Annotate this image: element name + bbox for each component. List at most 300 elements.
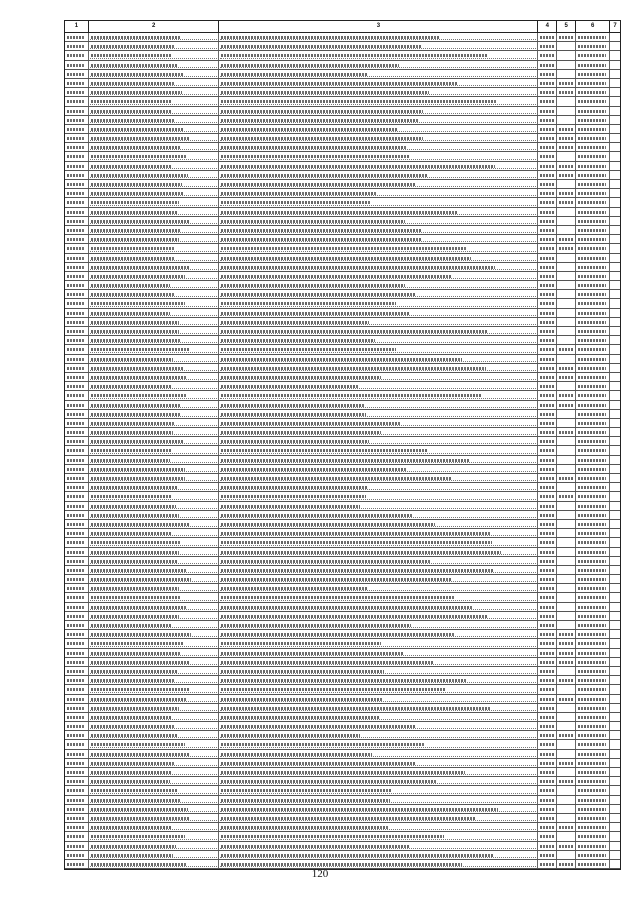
cell-underline [220,214,536,215]
table-cell [557,805,576,813]
table-cell [65,538,89,546]
table-cell [538,630,557,638]
table-cell [576,511,610,519]
table-row [65,786,620,795]
table-cell [610,244,620,252]
cell-underline [220,122,536,123]
table-cell [538,805,557,813]
table-cell [219,483,538,491]
table-cell [65,731,89,739]
cell-underline [90,701,218,702]
table-cell [557,226,576,234]
table-cell [89,685,220,693]
cell-underline [90,600,218,601]
illegible-text [540,551,554,554]
table-cell [538,171,557,179]
cell-underline [90,48,218,49]
cell-underline [220,149,536,150]
table-cell [557,731,576,739]
cell-underline [90,443,218,444]
table-cell [576,254,610,262]
table-cell [610,548,620,556]
table-cell [610,355,620,363]
table-cell [219,373,538,381]
cell-underline [220,609,536,610]
table-cell [65,198,89,206]
table-row [65,639,620,648]
cell-underline [220,572,536,573]
illegible-text [540,128,554,131]
table-cell [89,97,220,105]
table-cell [65,116,89,124]
illegible-text [540,771,554,774]
table-cell [610,382,620,390]
cell-underline [90,251,218,252]
table-cell [65,345,89,353]
table-row [65,410,620,419]
cell-underline [90,168,218,169]
cell-underline [90,85,218,86]
table-row [65,290,620,299]
illegible-text [67,302,85,305]
table-cell [557,557,576,565]
cell-underline [90,260,218,261]
table-cell [576,244,610,252]
table-cell [610,51,620,59]
cell-underline [220,747,536,748]
table-row [65,483,620,492]
cell-underline [90,113,218,114]
table-row [65,217,620,226]
cell-underline [90,76,218,77]
illegible-text [67,762,85,765]
cell-underline [220,563,536,564]
table-cell [65,171,89,179]
table-cell [538,318,557,326]
table-cell [576,722,610,730]
cell-underline [220,526,536,527]
illegible-text [578,211,606,214]
column-header-7: 7 [613,23,617,29]
cell-underline [90,407,218,408]
illegible-text [540,661,554,664]
table-cell [89,254,220,262]
table-cell [89,842,220,850]
table-cell [65,290,89,298]
table-cell [89,235,220,243]
table-cell [538,79,557,87]
illegible-text [578,661,606,664]
table-cell [219,722,538,730]
table-cell [538,327,557,335]
table-cell [538,474,557,482]
cell-underline [220,857,536,858]
table-cell [576,584,610,592]
table-cell [219,474,538,482]
table-cell [65,456,89,464]
table-cell [610,299,620,307]
table-cell [89,860,220,868]
table-cell [219,70,538,78]
cell-underline [220,820,536,821]
cell-underline [90,94,218,95]
cell-underline [220,379,536,380]
table-cell [610,125,620,133]
table-cell [65,373,89,381]
table-row [65,208,620,217]
illegible-text [67,321,85,324]
table-cell [610,88,620,96]
cell-underline [90,214,218,215]
table-cell [65,125,89,133]
table-cell [610,658,620,666]
table-cell [65,51,89,59]
table-cell [89,446,220,454]
table-cell [538,33,557,41]
table-cell [610,676,620,684]
table-cell [557,658,576,666]
table-row [65,364,620,373]
illegible-text [578,302,606,305]
illegible-text [578,468,606,471]
table-cell [576,842,610,850]
table-cell [557,593,576,601]
table-cell [538,483,557,491]
table-cell [89,584,220,592]
table-cell [610,345,620,353]
table-cell [576,281,610,289]
illegible-text [540,679,554,682]
table-cell [538,198,557,206]
illegible-text [540,505,554,508]
table-cell [65,272,89,280]
table-cell [576,630,610,638]
table-cell [557,88,576,96]
illegible-text [578,789,606,792]
table-cell [610,42,620,50]
table-cell [538,851,557,859]
illegible-text [559,91,573,94]
illegible-text [559,128,573,131]
cell-underline [90,287,218,288]
illegible-text [578,615,606,618]
table-cell [610,823,620,831]
table-cell [219,254,538,262]
table-cell [65,805,89,813]
illegible-text [67,45,85,48]
table-cell [538,713,557,721]
table-cell [89,116,220,124]
cell-underline [220,104,536,105]
table-cell [219,520,538,528]
illegible-text [540,358,554,361]
table-cell [610,208,620,216]
table-cell [576,704,610,712]
table-cell [557,796,576,804]
table-cell [557,584,576,592]
table-cell [65,575,89,583]
illegible-text [578,100,606,103]
table-cell [576,134,610,142]
illegible-text [578,799,606,802]
table-cell [557,621,576,629]
table-cell [65,823,89,831]
table-cell [219,336,538,344]
table-cell [89,740,220,748]
illegible-text [540,762,554,765]
illegible-text [67,569,85,572]
table-cell [65,33,89,41]
table-cell [65,336,89,344]
column-header-4: 4 [538,21,557,32]
table-row [65,281,620,290]
illegible-text [540,330,554,333]
cell-underline [220,590,536,591]
illegible-text [559,780,573,783]
table-cell [89,538,220,546]
table-cell [538,823,557,831]
table-cell [219,704,538,712]
table-row [65,713,620,722]
illegible-text [540,716,554,719]
illegible-text [578,220,606,223]
illegible-text [67,192,85,195]
table-cell [219,639,538,647]
table-cell [538,355,557,363]
cell-underline [220,76,536,77]
table-row [65,492,620,501]
table-cell [557,391,576,399]
table-cell [610,446,620,454]
table-row [65,465,620,474]
cell-underline [220,581,536,582]
illegible-text [578,780,606,783]
illegible-text [578,73,606,76]
table-cell [576,667,610,675]
table-row [65,327,620,336]
table-cell [89,566,220,574]
cell-underline [90,241,218,242]
cell-underline [90,122,218,123]
illegible-text [578,229,606,232]
table-cell [538,593,557,601]
table-cell [576,603,610,611]
table-cell [219,566,538,574]
table-row [65,446,620,455]
table-cell [610,309,620,317]
table-cell [576,373,610,381]
illegible-text [540,82,554,85]
table-cell [610,860,620,868]
illegible-text [540,275,554,278]
illegible-text [540,348,554,351]
illegible-text [67,183,85,186]
table-cell [219,309,538,317]
illegible-text [67,376,85,379]
table-cell [65,152,89,160]
table-cell [557,851,576,859]
illegible-text [559,367,573,370]
table-cell [89,244,220,252]
table-cell [538,217,557,225]
illegible-text [559,661,573,664]
table-cell [65,814,89,822]
table-cell [219,759,538,767]
cell-underline [90,535,218,536]
table-cell [610,419,620,427]
table-cell [557,786,576,794]
illegible-text [540,413,554,416]
table-cell [557,42,576,50]
table-cell [65,502,89,510]
table-cell [89,777,220,785]
cell-underline [220,636,536,637]
illegible-text [578,348,606,351]
table-cell [89,336,220,344]
table-cell [557,777,576,785]
table-cell [576,502,610,510]
illegible-text [67,606,85,609]
cell-underline [220,241,536,242]
table-cell [219,575,538,583]
table-cell [610,538,620,546]
illegible-text [578,183,606,186]
cell-underline [220,866,536,867]
illegible-text [67,771,85,774]
illegible-text [67,541,85,544]
table-cell [557,373,576,381]
cell-underline [220,600,536,601]
table-cell [557,832,576,840]
cell-underline [220,848,536,849]
illegible-text [578,449,606,452]
table-cell [576,272,610,280]
illegible-text [578,624,606,627]
table-row [65,42,620,51]
cell-underline [90,324,218,325]
cell-underline [90,425,218,426]
table-row [65,823,620,832]
cell-underline [220,195,536,196]
table-cell [557,639,576,647]
table-cell [538,465,557,473]
table-cell [576,612,610,620]
cell-underline [220,296,536,297]
illegible-text [540,36,554,39]
illegible-text [540,91,554,94]
illegible-text [540,174,554,177]
table-row [65,134,620,143]
table-cell [538,235,557,243]
table-cell [65,649,89,657]
cell-underline [90,159,218,160]
table-cell [557,401,576,409]
table-cell [89,391,220,399]
table-cell [610,61,620,69]
table-row [65,750,620,759]
table-cell [89,79,220,87]
cell-underline [220,765,536,766]
illegible-text [559,845,573,848]
cell-underline [90,416,218,417]
illegible-text [540,541,554,544]
table-cell [538,621,557,629]
illegible-text [540,817,554,820]
illegible-text [540,257,554,260]
illegible-text [578,716,606,719]
cell-underline [220,58,536,59]
illegible-text [578,771,606,774]
cell-underline [90,581,218,582]
illegible-text [540,431,554,434]
table-cell [576,465,610,473]
table-cell [557,162,576,170]
illegible-text [578,293,606,296]
table-cell [219,593,538,601]
cell-underline [220,701,536,702]
cell-underline [220,737,536,738]
cell-underline [90,398,218,399]
table-row [65,391,620,400]
illegible-text [578,652,606,655]
illegible-text [540,146,554,149]
table-cell [89,796,220,804]
table-cell [219,456,538,464]
table-cell [538,116,557,124]
table-row [65,685,620,694]
table-cell [557,61,576,69]
table-cell [557,79,576,87]
table-cell [557,336,576,344]
illegible-text [540,312,554,315]
table-cell [610,318,620,326]
table-cell [65,355,89,363]
table-cell [538,658,557,666]
cell-underline [220,278,536,279]
table-cell [219,355,538,363]
table-cell [538,272,557,280]
table-cell [576,299,610,307]
illegible-text [67,523,85,526]
illegible-text [578,505,606,508]
table-cell [557,97,576,105]
table-cell [538,814,557,822]
table-cell [219,401,538,409]
cell-underline [220,655,536,656]
table-cell [65,143,89,151]
table-cell [576,107,610,115]
table-cell [557,492,576,500]
illegible-text [67,201,85,204]
table-cell [576,437,610,445]
table-cell [219,208,538,216]
table-cell [557,520,576,528]
table-cell [557,410,576,418]
table-cell [219,42,538,50]
table-cell [610,584,620,592]
cell-underline [220,113,536,114]
table-cell [65,70,89,78]
illegible-text [578,45,606,48]
table-cell [576,42,610,50]
table-cell [65,566,89,574]
table-cell [576,566,610,574]
table-cell [576,621,610,629]
table-cell [65,437,89,445]
table-cell [89,768,220,776]
table-cell [219,180,538,188]
illegible-text [67,468,85,471]
